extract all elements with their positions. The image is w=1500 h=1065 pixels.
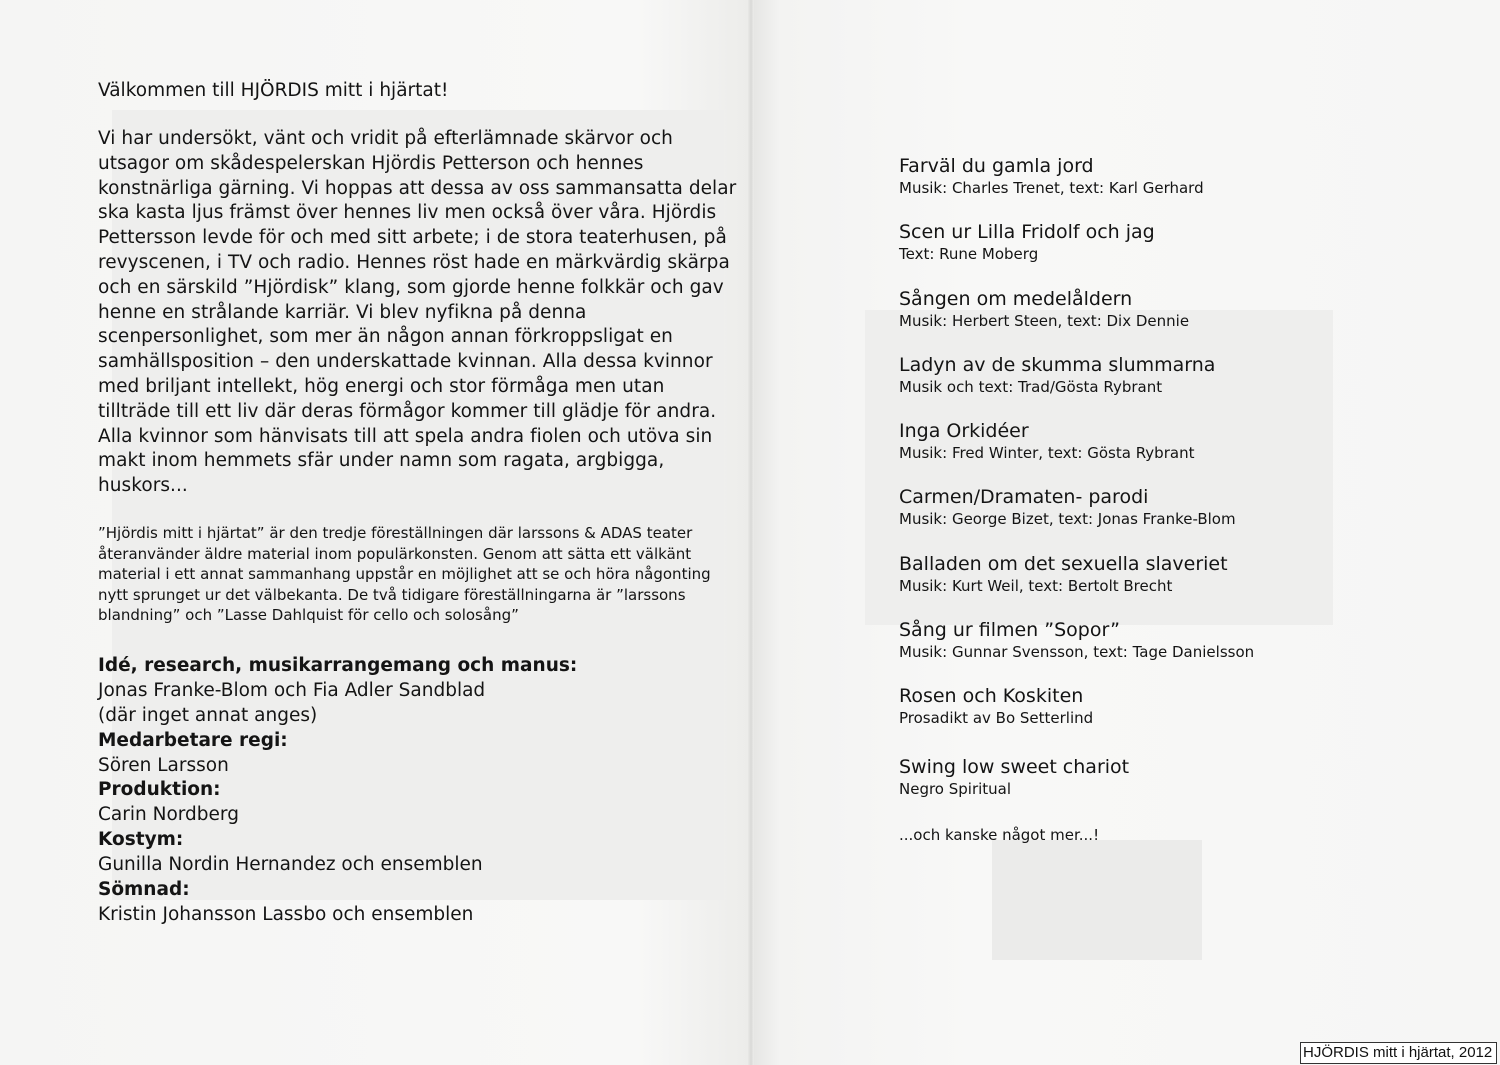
about-paragraph: ”Hjördis mitt i hjärtat” är den tredje föreställningen där larssons & ADAS teater återanvänder äldre material inom populärkonsten. Genom att sätta ett välkänt material i ett annat sammanhang uppstår en möjlighet att se och höra någonting nytt sprunget ur det välbekanta. De två tidigare föreställningarna är ”larssons blandning” och ”Lasse Dahlquist för cello och solosång”: [98, 523, 711, 625]
page-fold: [748, 0, 754, 1065]
song-credit: Musik och text: Trad/Gösta Rybrant: [899, 378, 1163, 396]
song-title: Balladen om det sexuella slaveriet: [899, 553, 1228, 575]
song-credit: Musik: Herbert Steen, text: Dix Dennie: [899, 312, 1190, 330]
welcome-heading: Välkommen till HJÖRDIS mitt i hjärtat!: [98, 80, 449, 101]
credit-note: (där inget annat anges): [98, 704, 318, 726]
song-item: [899, 353, 1215, 397]
song-title: Farväl du gamla jord: [899, 155, 1094, 177]
song-credit: Prosadikt av Bo Setterlind: [899, 709, 1094, 727]
song-credit: Text: Rune Moberg: [899, 245, 1039, 263]
song-credit: Musik: Fred Winter, text: Gösta Rybrant: [899, 444, 1195, 462]
song-credit: Negro Spiritual: [899, 780, 1012, 798]
image-caption: HJÖRDIS mitt i hjärtat, 2012: [1300, 1042, 1497, 1064]
left-column: [98, 78, 738, 928]
song-item: [899, 220, 1155, 264]
song-item: [899, 552, 1228, 596]
song-item: [899, 154, 1204, 198]
credit-label-production: Produktion:: [98, 779, 221, 801]
song-item: [899, 419, 1194, 463]
song-credit: Musik: Kurt Weil, text: Bertolt Brecht: [899, 577, 1173, 595]
credit-label-sewing: Sömnad:: [98, 879, 190, 901]
credits-list: [98, 654, 738, 928]
song-title: Scen ur Lilla Fridolf och jag: [899, 221, 1155, 243]
song-title: Sång ur filmen ”Sopor”: [899, 619, 1120, 641]
credit-value-sewing: Kristin Johansson Lassbo och ensemblen: [98, 903, 474, 925]
credit-label-idea: Idé, research, musikarrangemang och manus:: [98, 654, 578, 676]
song-title: Ladyn av de skumma slummarna: [899, 354, 1216, 376]
credit-value-costume: Gunilla Nordin Hernandez och ensemblen: [98, 854, 483, 876]
intro-paragraph: Vi har undersökt, vänt och vridit på efterlämnade skärvor och utsagor om skådespelerskan Hjördis Petterson och hennes konstnärliga gärning. Vi hoppas att dessa av oss sammansatta delar ska kasta ljus främst över hennes liv men också över våra. Hjördis Pettersson levde för och med sitt arbete; i de stora teaterhusen, på revyscenen, i TV och radio. Hennes röst hade en märkvärdig skärpa och en särskild ”Hjördisk” klang, som gjorde henne folkkär och gav henne en strålande karriär. Vi blev nyfikna på denna scenpersonlighet, som mer än någon annan förkroppsligat en samhällsposition – den underskattade kvinnan. Alla dessa kvinnor med briljant intellekt, hög energi och stor förmåga men utan tillträde till ett liv där deras förmågor kommer till glädje för andra. Alla kvinnor som hänvisats till att spela andra fiolen och utöva sin makt inom hemmets sfär under namn som ragata, argbigga, huskors...: [98, 128, 737, 497]
show-through-logo-right: [992, 840, 1202, 960]
credit-label-direction: Medarbetare regi:: [98, 729, 288, 751]
closing-note: ...och kanske något mer...!: [899, 826, 1100, 844]
song-credit: Musik: George Bizet, text: Jonas Franke-Blom: [899, 510, 1236, 528]
song-title: Inga Orkidéer: [899, 420, 1029, 442]
song-title: Carmen/Dramaten- parodi: [899, 486, 1149, 508]
song-item: [899, 618, 1254, 662]
credit-label-costume: Kostym:: [98, 829, 184, 851]
song-credit: Musik: Charles Trenet, text: Karl Gerhard: [899, 179, 1204, 197]
song-item: [899, 485, 1236, 529]
song-title: Swing low sweet chariot: [899, 756, 1130, 778]
song-item: [899, 287, 1189, 331]
credit-value-idea: Jonas Franke-Blom och Fia Adler Sandblad: [98, 679, 486, 701]
song-title: Sången om medelåldern: [899, 288, 1133, 310]
song-item: [899, 684, 1093, 728]
credit-value-production: Carin Nordberg: [98, 804, 239, 826]
song-item: [899, 755, 1129, 799]
song-credit: Musik: Gunnar Svensson, text: Tage Danielsson: [899, 643, 1255, 661]
credit-value-direction: Sören Larsson: [98, 754, 229, 776]
song-title: Rosen och Koskiten: [899, 685, 1084, 707]
